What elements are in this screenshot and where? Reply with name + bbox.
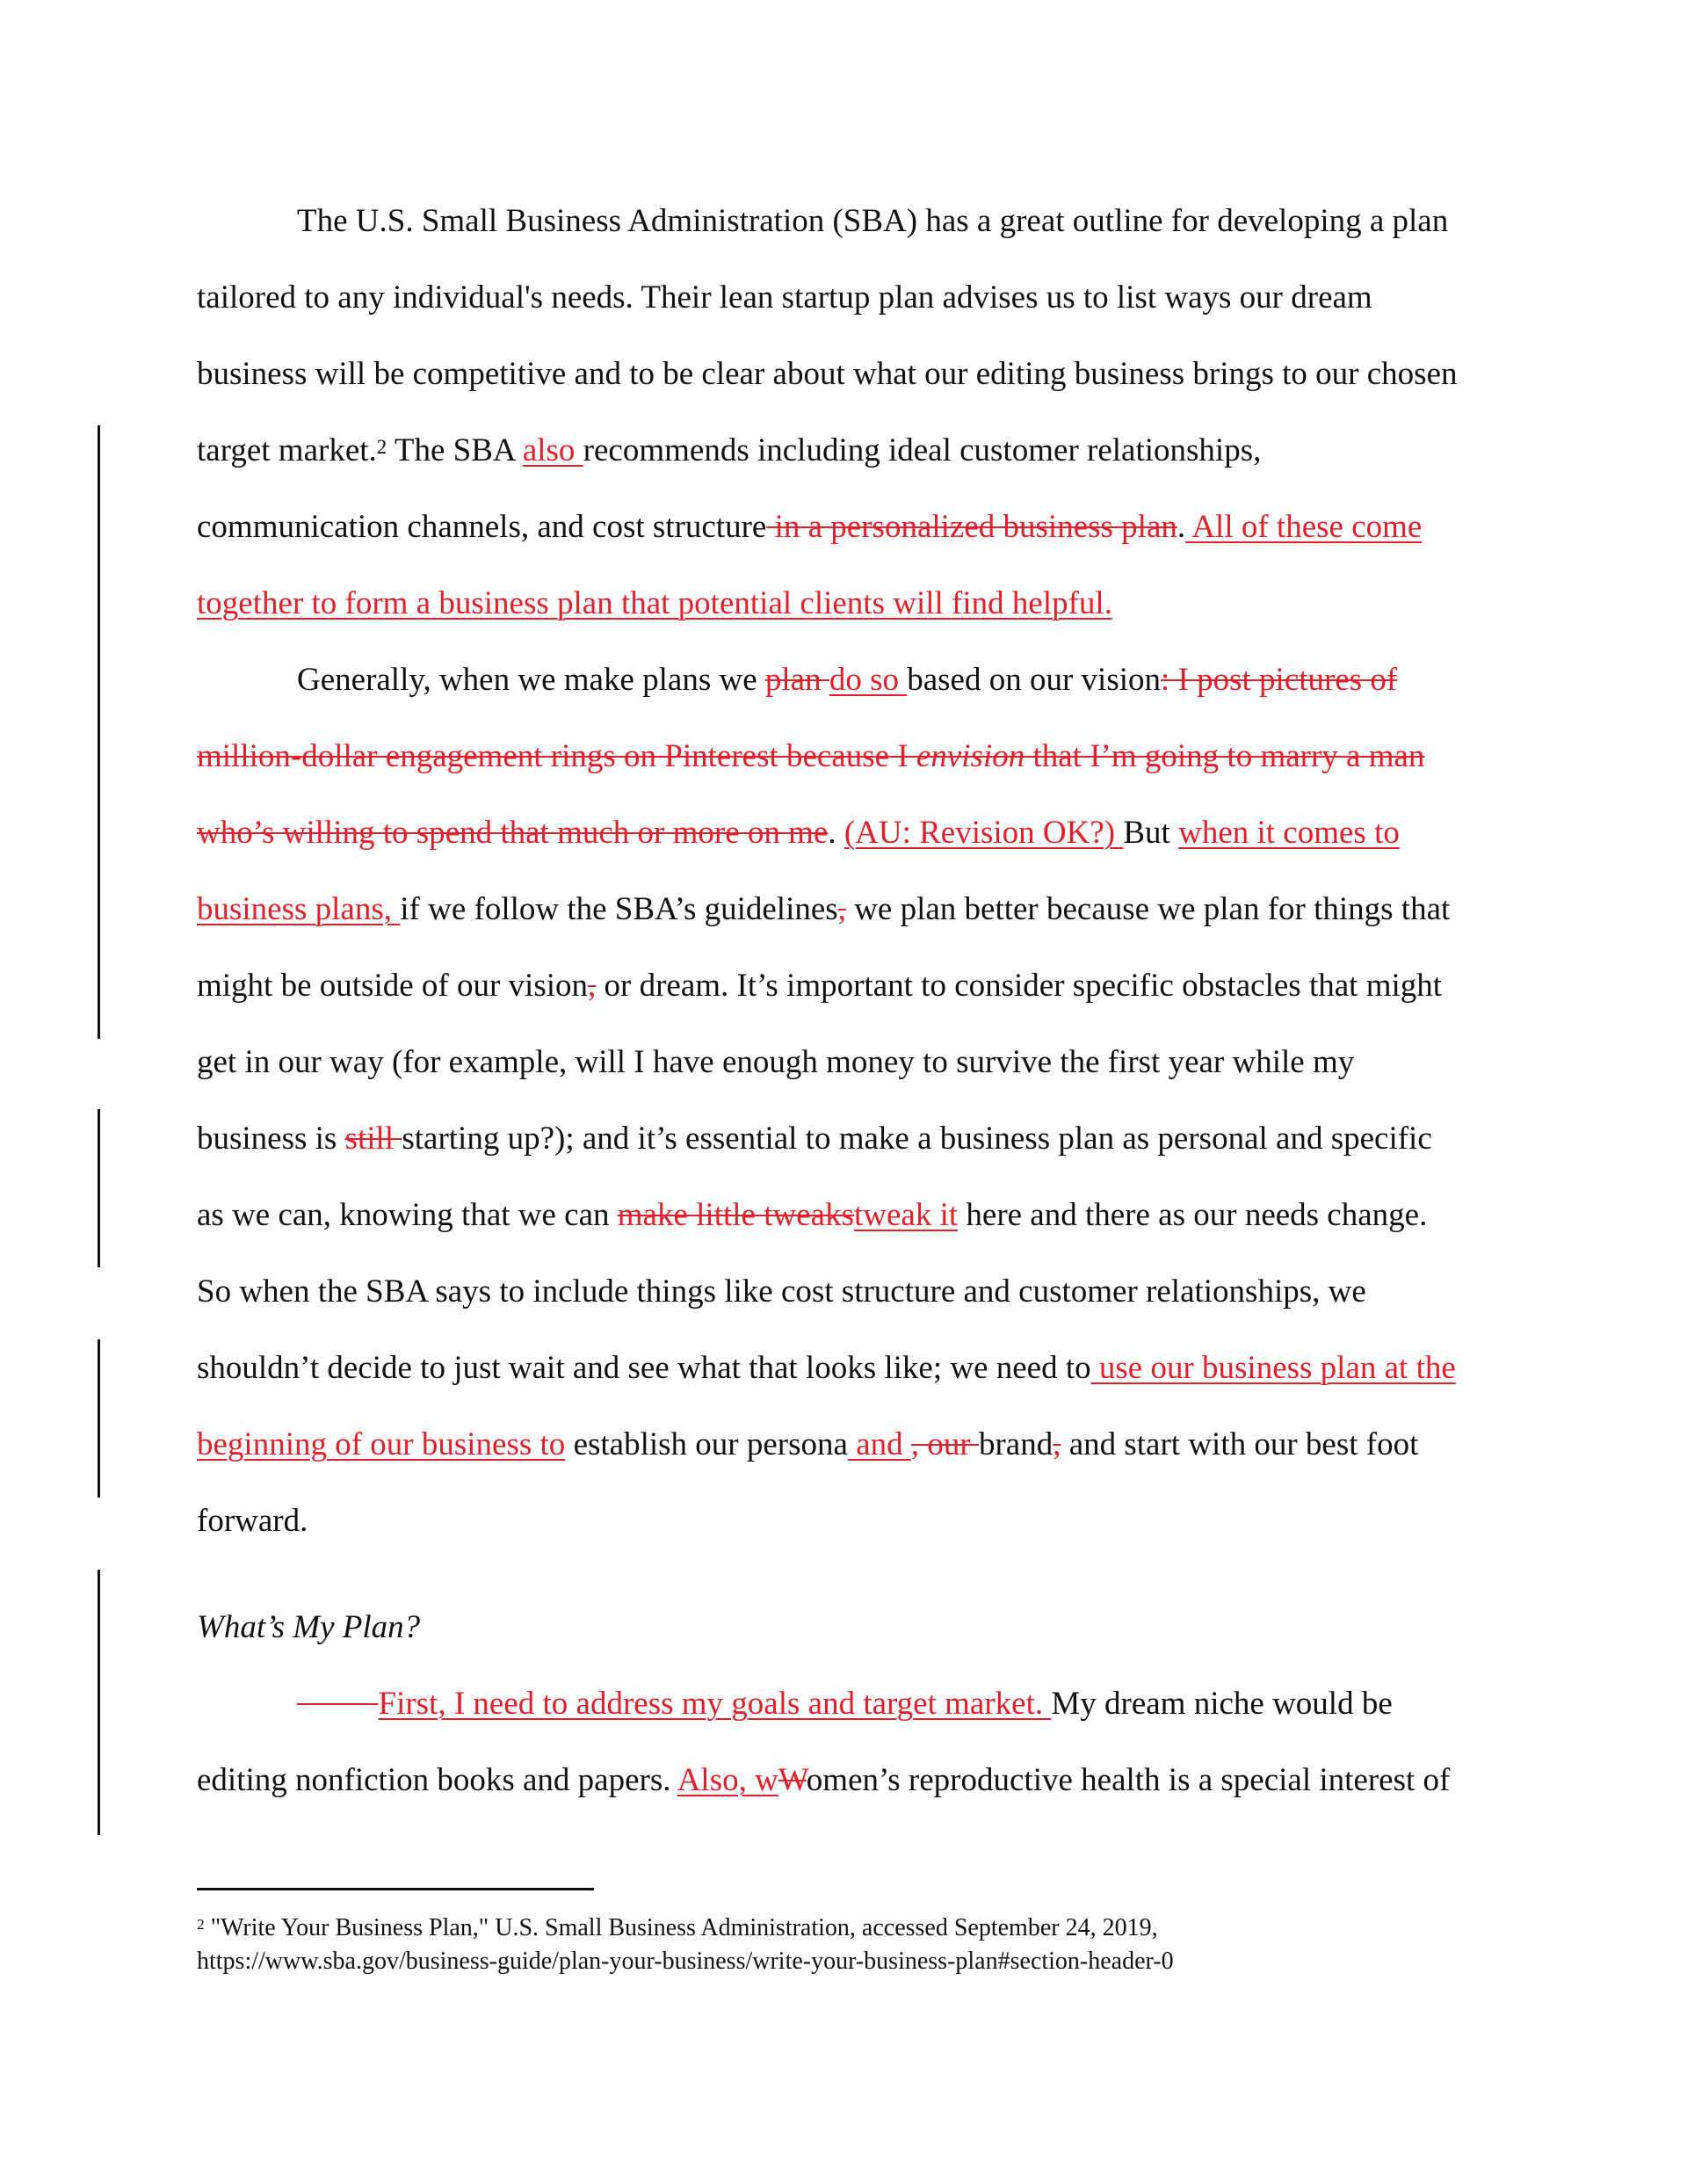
text-line: as we can, knowing that we can make little tweakstweak it here and there as our needs change. (197, 1197, 1428, 1233)
deletion: envision (916, 738, 1025, 774)
deletion: : I post pictures of (1161, 662, 1398, 698)
text-line: communication channels, and cost structure in a personalized business plan. All of these come (197, 509, 1423, 545)
text-line: So when the SBA says to include things like cost structure and customer relationships, we (197, 1273, 1366, 1310)
insertion: All of these come (1185, 509, 1423, 545)
deletion: , our (910, 1426, 979, 1462)
text-line: business is still starting up?); and it’s essential to make a business plan as personal and specific (197, 1121, 1432, 1157)
deletion: make little tweaks (617, 1197, 854, 1233)
footnote-separator (197, 1888, 594, 1890)
deletion: who’s willing to spend that much or more on me (197, 815, 829, 851)
deletion: W (778, 1762, 807, 1798)
text-line: get in our way (for example, will I have enough money to survive the first year while my (197, 1044, 1355, 1080)
insertion: First, I need to address my goals and target market. (378, 1686, 1052, 1722)
text-line: First, I need to address my goals and target market. My dream niche would be (197, 1685, 1580, 1723)
text-line: target market.$^2$ The SBA also recommends including ideal customer relationships, (197, 432, 1262, 468)
text-line: tailored to any individual's needs. Their lean startup plan advises us to list ways our dream (197, 279, 1372, 316)
insertion: beginning of our business to (197, 1426, 566, 1462)
text-line: beginning of our business to establish our persona and , our brand, and start with our best foot (197, 1426, 1419, 1462)
author-query: (AU: Revision OK?) (844, 815, 1124, 851)
insertion: when it comes to (1178, 815, 1400, 851)
insertion: together to form a business plan that potential clients will find helpful. (197, 585, 1112, 621)
deletion: million-dollar engagement rings on Pinterest because I (197, 738, 916, 774)
insertion: do so (829, 662, 908, 698)
change-bar (98, 1109, 100, 1267)
insertion: Also, w (677, 1762, 778, 1798)
deletion: , (1053, 1426, 1061, 1462)
text-line: who’s willing to spend that much or more on me. (AU: Revision OK?) But when it comes to (197, 815, 1400, 851)
insertion: business plans, (197, 891, 401, 927)
text-line: shouldn’t decide to just wait and see what that looks like; we need to use our business plan at the (197, 1350, 1456, 1386)
text-line (197, 584, 1480, 623)
deletion: in a personalized business plan (766, 509, 1177, 545)
text-line: Generally, when we make plans we plan do so based on our vision: I post pictures of (297, 662, 1398, 698)
footnote-url[interactable]: https://www.sba.gov/business-guide/plan-your-business/write-your-business-plan#section-header-0 (197, 1948, 1174, 1975)
text-line: business will be competitive and to be clear about what our editing business brings to our chosen (197, 356, 1458, 392)
insertion: use our business plan at the (1090, 1350, 1456, 1386)
deletion: still (344, 1121, 402, 1157)
change-bar (98, 1339, 100, 1498)
text-line: editing nonfiction books and papers. Also, wWomen’s reproductive health is a special interest of (197, 1762, 1451, 1798)
change-bar (98, 425, 100, 1039)
footnote-text: $^2$ "Write Your Business Plan," U.S. Small Business Administration, accessed September 24, 2019, (197, 1914, 1158, 1941)
text-line: forward. (197, 1503, 308, 1539)
insertion: tweak it (853, 1197, 959, 1233)
text-line: The U.S. Small Business Administration (SBA) has a great outline for developing a plan (297, 203, 1449, 239)
text-line (197, 737, 1480, 776)
deletion: that I’m going to marry a man (1025, 738, 1425, 774)
footnote-reference[interactable]: 2 (376, 436, 387, 458)
change-bar (98, 1570, 100, 1835)
footnote-marker: 2 (197, 1916, 205, 1933)
deletion: , (837, 891, 846, 927)
text-line: might be outside of our vision, or dream. It’s important to consider specific obstacles that might (197, 968, 1443, 1004)
text-line: business plans, if we follow the SBA’s guidelines, we plan better because we plan for things that (197, 891, 1451, 927)
insertion: and (847, 1426, 911, 1462)
deletion (297, 1686, 379, 1722)
section-heading: What’s My Plan? (197, 1609, 421, 1645)
insertion: also (522, 432, 583, 468)
deletion: plan (764, 662, 829, 698)
deletion: , (588, 968, 597, 1004)
